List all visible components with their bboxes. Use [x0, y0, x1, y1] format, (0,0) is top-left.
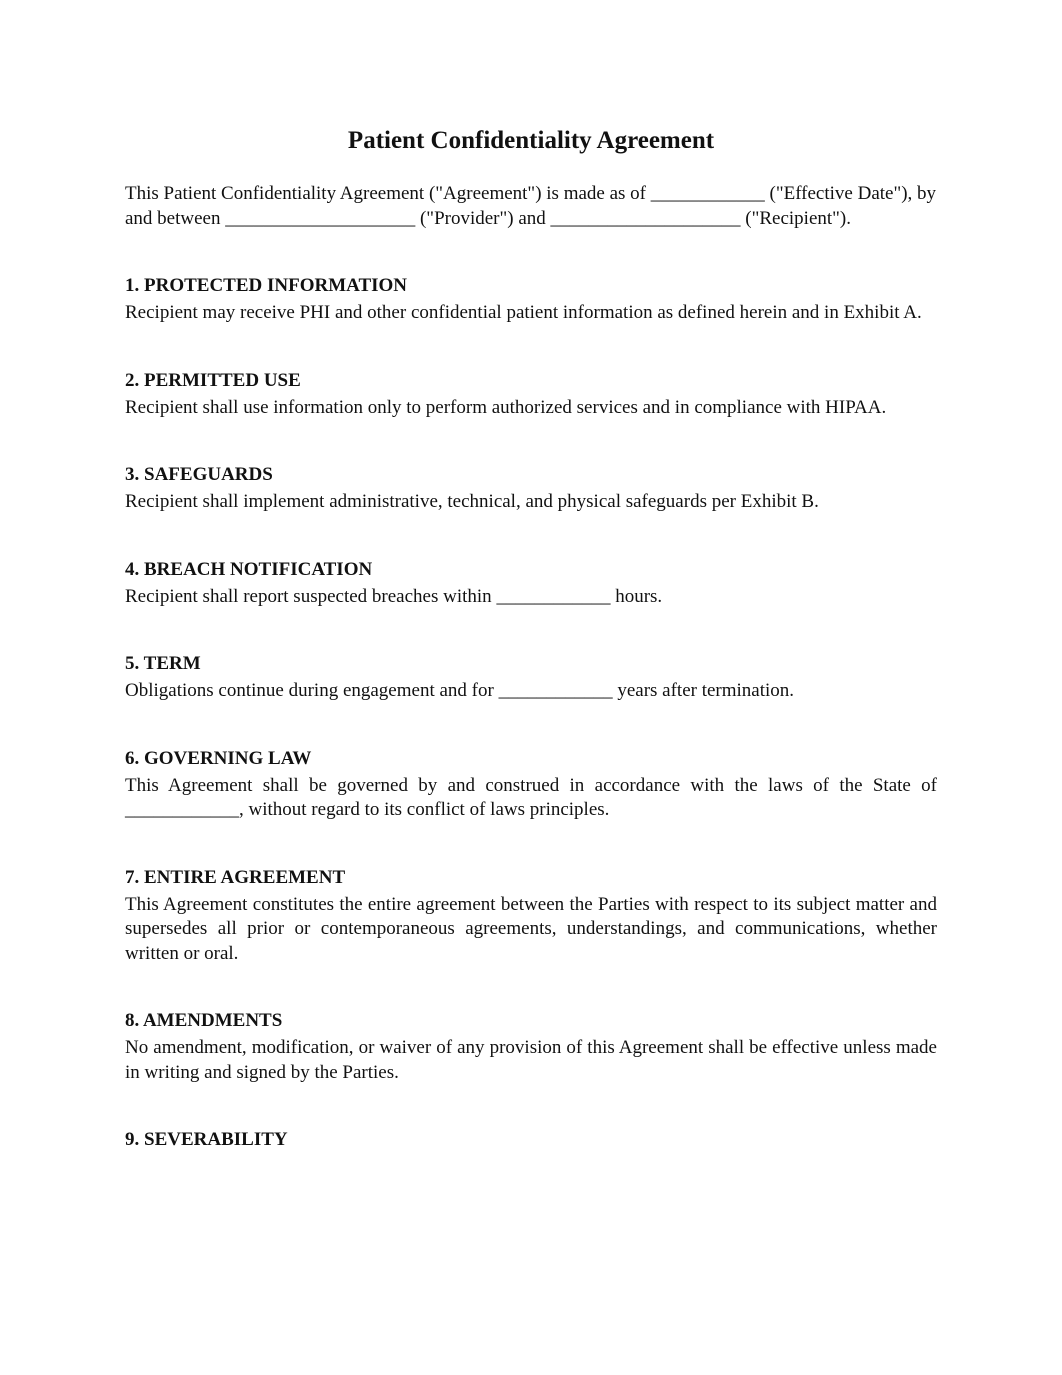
- section-heading: 6. GOVERNING LAW: [125, 747, 312, 769]
- section-body: [125, 774, 937, 823]
- intro-text-1: This Patient Confidentiality Agreement ("Agreement") is made as of: [125, 183, 651, 204]
- section-body: [125, 679, 937, 704]
- section-heading: 4. BREACH NOTIFICATION: [125, 558, 373, 580]
- section-safeguards: [125, 463, 937, 515]
- intro-paragraph: [125, 182, 937, 231]
- section-entire-agreement: [125, 866, 937, 967]
- recipient-name-blank: ____________________: [550, 207, 741, 229]
- section-severability: [125, 1128, 937, 1152]
- state-blank: ____________: [125, 799, 239, 820]
- section-text: This Agreement shall be governed by and construed in accordance with the laws of the State of: [125, 774, 937, 796]
- section-governing-law: [125, 747, 937, 823]
- section-text: Recipient shall report suspected breaches within: [125, 585, 497, 607]
- section-heading: 8. AMENDMENTS: [125, 1010, 283, 1031]
- section-body: [125, 585, 937, 610]
- section-amendments: [125, 1009, 937, 1085]
- section-term: [125, 652, 937, 704]
- section-permitted-use: [125, 369, 937, 421]
- intro-text-2: ("Effective Date"), by and between: [125, 183, 937, 229]
- section-breach-notification: [125, 558, 937, 610]
- provider-name-blank: ____________________: [225, 207, 416, 229]
- section-heading: 2. PERMITTED USE: [125, 369, 301, 391]
- section-text: years after termination.: [612, 680, 795, 701]
- section-text: Obligations continue during engagement and for: [125, 680, 499, 701]
- years-blank: ____________: [498, 680, 613, 701]
- section-heading: 9. SEVERABILITY: [125, 1129, 288, 1150]
- section-heading: 1. PROTECTED INFORMATION: [125, 275, 408, 296]
- section-body: No amendment, modification, or waiver of any provision of this Agreement shall be effective unless made in writing and signed by the Parties.: [125, 1037, 937, 1083]
- section-heading: 3. SAFEGUARDS: [125, 464, 273, 485]
- section-body: Recipient shall implement administrative, technical, and physical safeguards per Exhibit B.: [125, 491, 819, 512]
- section-heading: 5. TERM: [125, 653, 201, 674]
- section-body: Recipient may receive PHI and other confidential patient information as defined herein and in Exhibit A.: [125, 302, 922, 323]
- section-text: , without regard to its conflict of laws principles.: [239, 799, 610, 820]
- section-protected-information: [125, 274, 937, 326]
- intro-text-4: ("Recipient").: [740, 207, 852, 229]
- section-text: hours.: [610, 585, 663, 607]
- document-title: Patient Confidentiality Agreement: [347, 127, 715, 154]
- effective-date-blank: ____________: [650, 183, 765, 204]
- section-body: This Agreement constitutes the entire agreement between the Parties with respect to its subject matter and supersedes all prior or contemporaneous agreements, understandings, and communications, whether written or oral.: [125, 893, 937, 964]
- hours-blank: ____________: [496, 585, 611, 607]
- section-heading: 7. ENTIRE AGREEMENT: [125, 866, 346, 888]
- document-page: [125, 124, 937, 1155]
- intro-text-3: ("Provider") and: [415, 207, 551, 229]
- section-body: Recipient shall use information only to perform authorized services and in compliance with HIPAA.: [125, 396, 887, 418]
